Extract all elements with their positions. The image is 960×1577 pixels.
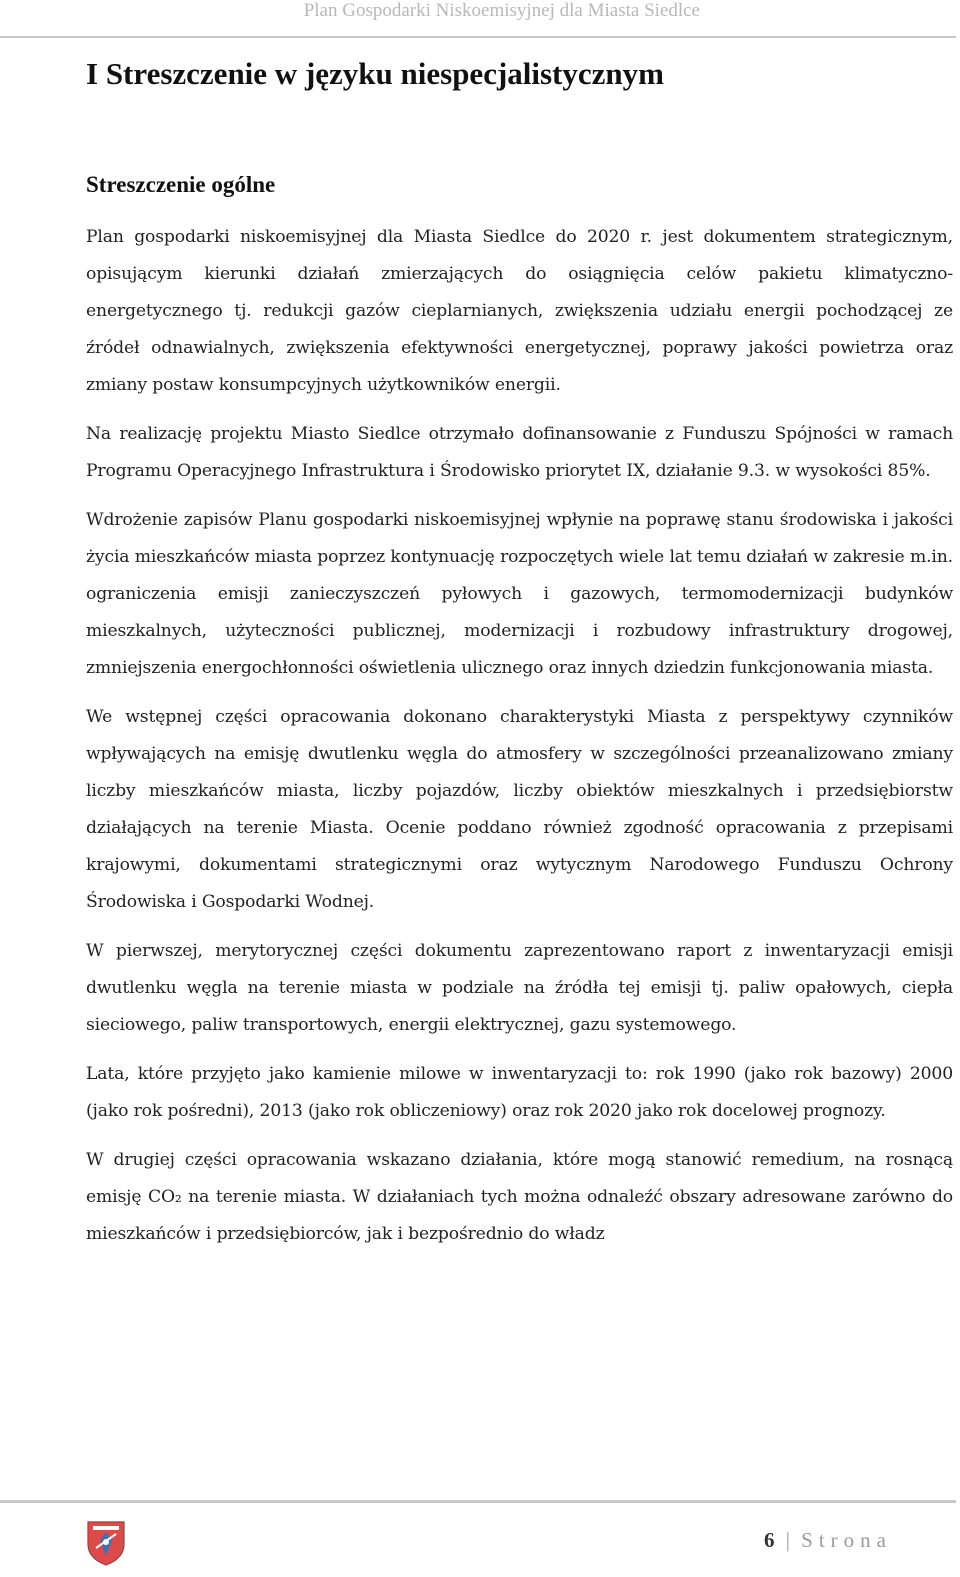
section-title: I Streszczenie w języku niespecjalistycznym — [86, 56, 664, 91]
paragraph-6: Lata, które przyjęto jako kamienie milowe w inwentaryzacji to: rok 1990 (jako rok bazowy) 2000 (jako rok pośredni), 2013 (jako rok obliczeniowy) oraz rok 2020 jako rok docelowej prognozy. — [86, 1064, 953, 1121]
paragraph-4: We wstępnej części opracowania dokonano charakterystyki Miasta z perspektywy czynników wpływających na emisję dwutlenku węgla do atmosfery w szczególności przeanalizowano zmiany liczby mieszkańców miasta, liczby pojazdów, liczby obiektów mieszkalnych i przedsiębiorstw działających na terenie Miasta. Ocenie poddano również zgodność opracowania z przepisami krajowymi, dokumentami strategicznymi oraz wytycznym Narodowego Funduszu Ochrony Środowiska i Gospodarki Wodnej. — [86, 707, 953, 912]
body-text — [86, 219, 953, 1265]
page-footer — [764, 1528, 892, 1553]
page-number: 6 — [763, 1528, 775, 1552]
page-separator: | — [785, 1528, 790, 1552]
page-label: Strona — [801, 1528, 892, 1552]
paragraph-7: W drugiej części opracowania wskazano działania, które mogą stanowić remedium, na rosnącą emisję CO₂ na terenie miasta. W działaniach tych można odnaleźć obszary adresowane zarówno do mieszkańców i przedsiębiorców, jak i bezpośrednio do władz — [86, 1150, 953, 1244]
footer-divider — [0, 1500, 956, 1503]
running-header: Plan Gospodarki Niskoemisyjnej dla Miasta Siedlce — [303, 0, 700, 21]
city-crest-icon — [86, 1520, 126, 1566]
section-subtitle: Streszczenie ogólne — [86, 172, 276, 197]
paragraph-5: W pierwszej, merytorycznej części dokumentu zaprezentowano raport z inwentaryzacji emisji dwutlenku węgla na terenie miasta w podziale na źródła tej emisji tj. paliw opałowych, ciepła sieciowego, paliw transportowych, energii elektrycznej, gazu systemowego. — [86, 941, 953, 1035]
paragraph-2: Na realizację projektu Miasto Siedlce otrzymało dofinansowanie z Funduszu Spójności w ramach Programu Operacyjnego Infrastruktura i Środowisko priorytet IX, działanie 9.3. w wysokości 85%. — [86, 424, 953, 481]
paragraph-1: Plan gospodarki niskoemisyjnej dla Miasta Siedlce do 2020 r. jest dokumentem strategicznym, opisującym kierunki działań zmierzających do osiągnięcia celów pakietu klimatyczno-energetycznego tj. redukcji gazów cieplarnianych, zwiększenia udziału energii pochodzącej ze źródeł odnawialnych, zwiększenia efektywności energetycznej, poprawy jakości powietrza oraz zmiany postaw konsumpcyjnych użytkowników energii. — [86, 227, 953, 395]
header-divider — [0, 36, 956, 38]
paragraph-3: Wdrożenie zapisów Planu gospodarki niskoemisyjnej wpłynie na poprawę stanu środowiska i jakości życia mieszkańców miasta poprzez kontynuację rozpoczętych wiele lat temu działań w zakresie m.in. ograniczenia emisji zanieczyszczeń pyłowych i gazowych, termomodernizacji budynków mieszkalnych, użyteczności publicznej, modernizacji i rozbudowy infrastruktury drogowej, zmniejszenia energochłonności oświetlenia ulicznego oraz innych dziedzin funkcjonowania miasta. — [86, 510, 953, 678]
